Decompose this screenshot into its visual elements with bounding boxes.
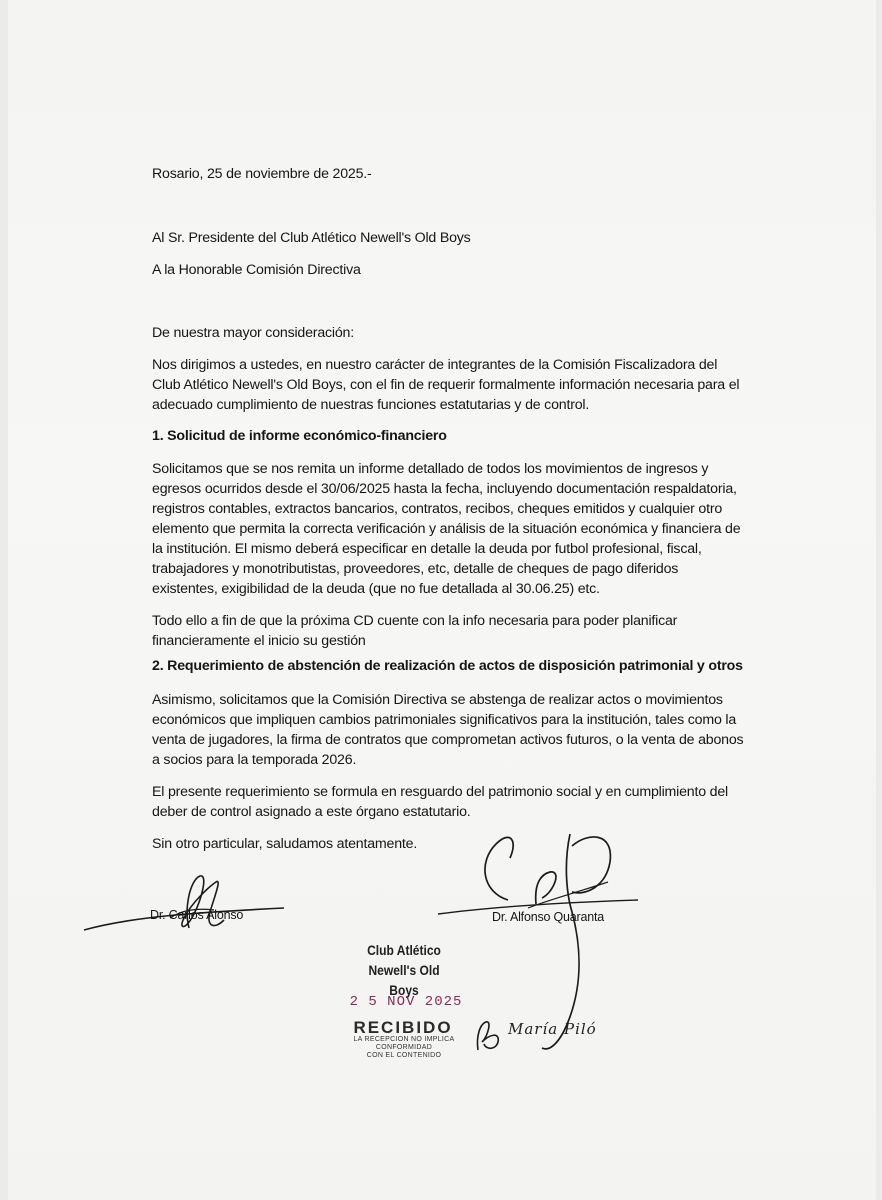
stamp-club-line-1: Club Atlético <box>367 942 441 958</box>
section-2-paragraph: Asimismo, solicitamos que la Comisión Directiva se abstenga de realizar actos o movimientos económicos que impliquen cambios patrimoniales significativos para la institución, tales como la venta de jugadores, la firma de contratos que comprometan activos futuros, o la venta de abonos a socios para la temporada 2026. <box>152 692 744 769</box>
stamp-note-line-2: CONFORMIDAD <box>375 1044 433 1051</box>
receiver-initials <box>470 1016 506 1056</box>
letter-page <box>8 0 876 1200</box>
greeting: De nuestra mayor consideración: <box>152 325 354 342</box>
stamp-club-name <box>352 940 455 1000</box>
section-2-heading: 2. Requerimiento de abstención de realización de actos de disposición patrimonial y otros <box>152 658 743 675</box>
section-1-heading: 1. Solicitud de informe económico-financiero <box>152 428 447 445</box>
stamp-note-line-3: CON EL CONTENIDO <box>366 1052 442 1059</box>
intro-paragraph: Nos dirigimos a ustedes, en nuestro carácter de integrantes de la Comisión Fiscalizadora del Club Atlético Newell's Old Boys, con el fin de requerir formalmente información necesaria para el adecuado cumplimiento de nuestras funciones estatutarias y de control. <box>152 357 740 414</box>
addressee-president: Al Sr. Presidente del Club Atlético Newell's Old Boys <box>152 230 471 247</box>
stamp-received: RECIBIDO <box>353 1018 453 1037</box>
stamp-note <box>338 1036 470 1060</box>
signature-right-name: Dr. Alfonso Quaranta <box>492 910 605 924</box>
date-line: Rosario, 25 de noviembre de 2025.- <box>152 166 372 183</box>
stamp-club-line-2: Newell's Old Boys <box>368 962 440 998</box>
receiver-initials-scribble <box>470 1016 506 1056</box>
receiver-handwritten-name: María Piló <box>508 1020 597 1038</box>
stamp-note-line-1: LA RECEPCION NO IMPLICA <box>353 1036 455 1043</box>
addressee-commission: A la Honorable Comisión Directiva <box>152 262 361 279</box>
signature-left-name: Dr. Carlos Alonso <box>150 908 244 922</box>
control-paragraph: El presente requerimiento se formula en resguardo del patrimonio social y en cumplimiento del deber de control asignado a este órgano estatutario. <box>152 784 729 821</box>
stamp-date: 2 5 NOV 2025 <box>349 994 463 1010</box>
section-1-paragraph: Solicitamos que se nos remita un informe detallado de todos los movimientos de ingresos y egresos ocurridos desde el 30/06/2025 hasta la fecha, incluyendo documentación respaldatoria, registros contables, extractos bancarios, contratos, recibos, cheques emitidos y cualquier otro elemento que permita la correcta verificación y análisis de la situación económica y financiera de la institución. El mismo deberá especificar en detalle la deuda por futbol profesional, fiscal, trabajadores y monotributistas, proveedores, etc, detalle de cheques de pago diferidos existentes, exigibilidad de la deuda (que no fue detallada al 30.06.25) etc. <box>152 461 741 598</box>
section-1-paragraph-2: Todo ello a fin de que la próxima CD cuente con la info necesaria para poder planificar financieramente el inicio su gestión <box>152 613 678 650</box>
closing-line: Sin otro particular, saludamos atentamente. <box>152 836 418 853</box>
